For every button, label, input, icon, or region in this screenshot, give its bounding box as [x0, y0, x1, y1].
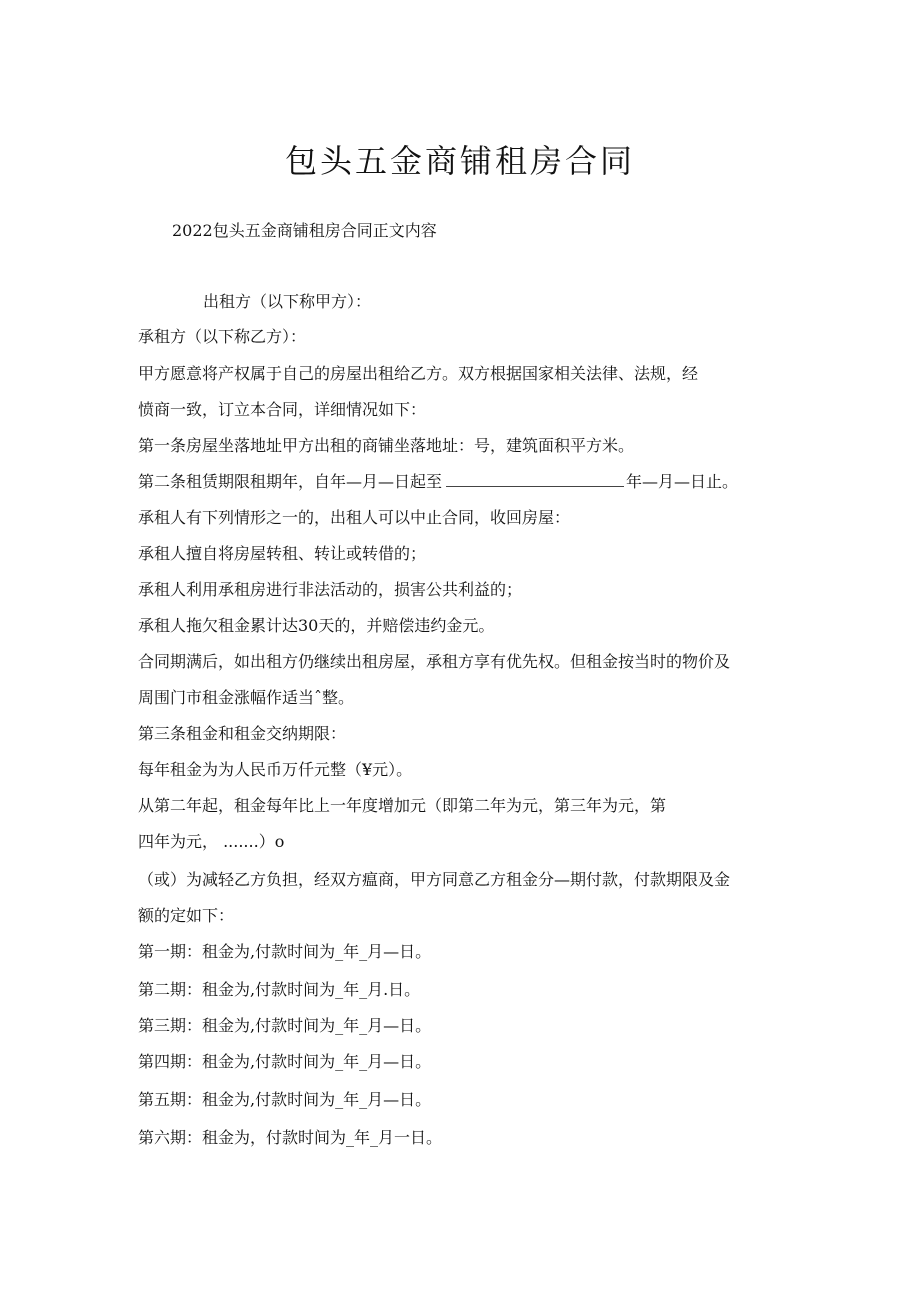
installment-line: 第一期：租金为,付款时间为_年_月—日。 — [138, 942, 432, 961]
paragraph-line: 承租人有下列情形之一的，出租人可以中止合同，收回房屋： — [138, 508, 571, 527]
installment-line: 第二期：租金为,付款时间为_年_月.日。 — [138, 980, 421, 999]
paragraph-line: 四年为元， .......）o — [138, 832, 285, 851]
article-3-line: 第三条租金和租金交纳期限： — [138, 724, 347, 743]
paragraph-line: 每年租金为为人民币万仟元整（¥元）。 — [138, 760, 413, 779]
document-subtitle: 2022包头五金商铺租房合同正文内容 — [172, 221, 437, 240]
lessor-line: 出租方（以下称甲方）： — [203, 292, 372, 311]
article-2-line — [138, 470, 738, 494]
paragraph-line: （或）为减轻乙方负担，经双方瘟商，甲方同意乙方租金分—期付款，付款期限及金 — [138, 870, 731, 889]
paragraph-line: 承租人擅自将房屋转租、转让或转借的； — [138, 544, 427, 563]
paragraph-line: 从第二年起，租金每年比上一年度增加元（即第二年为元，第三年为元，第 — [138, 796, 667, 815]
paragraph-line: 额的定如下： — [138, 906, 235, 925]
paragraph-line: 甲方愿意将产权属于自己的房屋出租给乙方。双方根据国家相关法律、法规，经 — [138, 364, 699, 383]
installment-line: 第三期：租金为,付款时间为_年_月—日。 — [138, 1016, 432, 1035]
blank-underline — [446, 472, 624, 487]
document-title: 包头五金商铺租房合同 — [284, 142, 635, 180]
paragraph-line: 合同期满后，如出租方仍继续出租房屋，承租方享有优先权。但租金按当时的物价及 — [138, 652, 731, 671]
installment-line: 第五期：租金为,付款时间为_年_月—日。 — [138, 1090, 432, 1109]
paragraph-line: 承租人利用承租房进行非法活动的，损害公共利益的； — [138, 580, 523, 599]
paragraph-line: 承租人拖欠租金累计达30天的，并赔偿违约金元。 — [138, 616, 495, 635]
installment-line: 第六期：租金为，付款时间为_年_月一日。 — [138, 1128, 443, 1147]
article-1-line: 第一条房屋坐落地址甲方出租的商铺坐落地址：号，建筑面积平方米。 — [138, 436, 635, 455]
installment-line: 第四期：租金为,付款时间为_年_月—日。 — [138, 1052, 432, 1071]
article-2-text-start: 第二条租赁期限租期年，自年—月—日起至 — [138, 472, 443, 491]
paragraph-line: 愤商一致，订立本合同，详细情况如下： — [138, 400, 427, 419]
paragraph-line: 周围门市租金涨幅作适当ˆ整。 — [138, 688, 355, 707]
lessee-line: 承租方（以下称乙方）： — [138, 327, 307, 346]
article-2-text-end: 年—月—日止。 — [626, 472, 739, 491]
